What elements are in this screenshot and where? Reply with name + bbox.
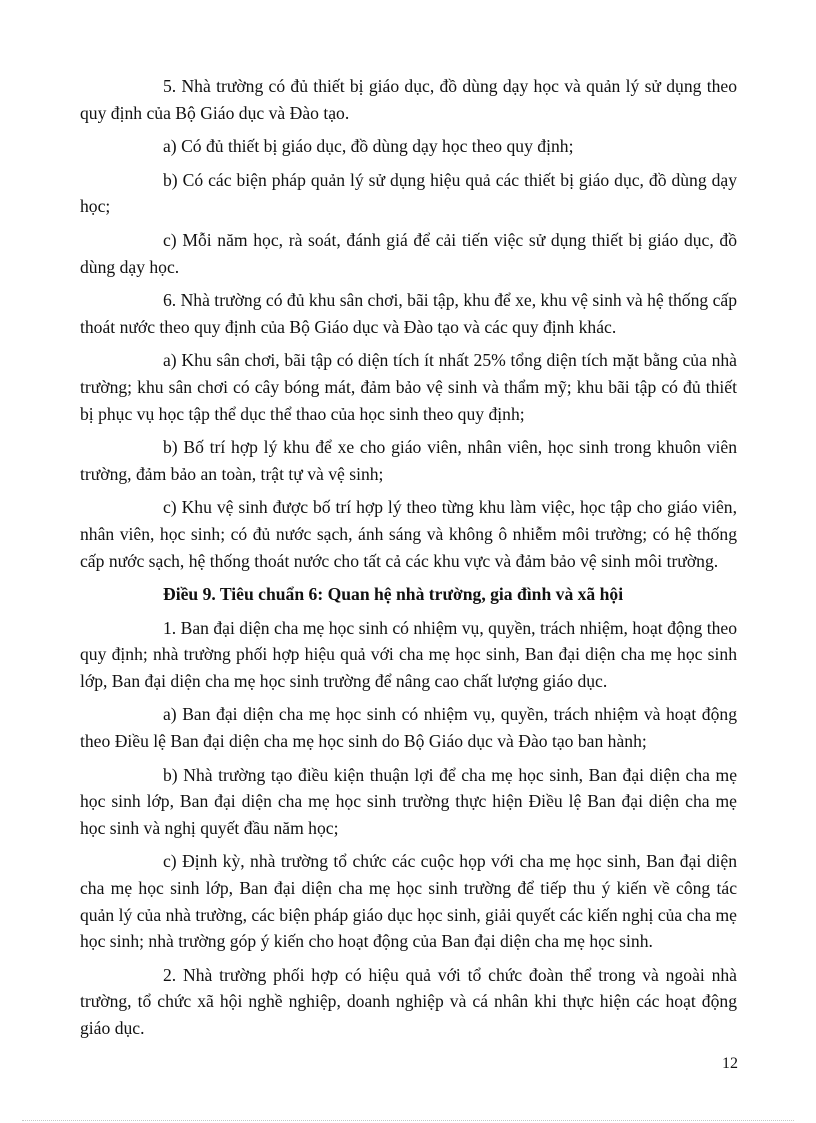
document-body: [80, 73, 737, 1049]
paragraph-item-6: 6. Nhà trường có đủ khu sân chơi, bãi tập, khu để xe, khu vệ sinh và hệ thống cấp thoát nước theo quy định của Bộ Giáo dục và Đào tạo và các quy định khác.: [80, 290, 737, 337]
paragraph-item-2: 2. Nhà trường phối hợp có hiệu quả với tổ chức đoàn thể trong và ngoài nhà trường, tổ chức xã hội nghề nghiệp, doanh nghiệp và cá nhân khi thực hiện các hoạt động giáo dục.: [80, 964, 737, 1038]
paragraph-item-1c: c) Định kỳ, nhà trường tổ chức các cuộc họp với cha mẹ học sinh, Ban đại diện cha mẹ học sinh lớp, Ban đại diện cha mẹ học sinh trường để tiếp thu ý kiến về công tác quản lý của nhà trường, các biện pháp giáo dục học sinh, giải quyết các kiến nghị của cha mẹ học sinh; nhà trường góp ý kiến cho hoạt động của Ban đại diện cha mẹ học sinh.: [80, 851, 737, 952]
article-heading: Điều 9. Tiêu chuẩn 6: Quan hệ nhà trường, gia đình và xã hội: [163, 584, 624, 605]
paragraph-item-6b: b) Bố trí hợp lý khu để xe cho giáo viên, nhân viên, học sinh trong khuôn viên trường, đảm bảo an toàn, trật tự và vệ sinh;: [80, 437, 737, 484]
paragraph-item-1: 1. Ban đại diện cha mẹ học sinh có nhiệm vụ, quyền, trách nhiệm, hoạt động theo quy định; nhà trường phối hợp hiệu quả với cha mẹ học sinh, Ban đại diện cha mẹ học sinh lớp, Ban đại diện cha mẹ học sinh trường để nâng cao chất lượng giáo dục.: [80, 617, 737, 691]
paragraph-item-5b: b) Có các biện pháp quản lý sử dụng hiệu quả các thiết bị giáo dục, đồ dùng dạy học;: [80, 169, 737, 217]
paragraph-item-5a: a) Có đủ thiết bị giáo dục, đồ dùng dạy học theo quy định;: [163, 136, 574, 157]
paragraph-item-1a: a) Ban đại diện cha mẹ học sinh có nhiệm vụ, quyền, trách nhiệm và hoạt động theo Điều lệ Ban đại diện cha mẹ học sinh do Bộ Giáo dục và Đào tạo ban hành;: [80, 704, 737, 752]
page-number: 12: [722, 1055, 738, 1072]
paragraph-item-5c: c) Mỗi năm học, rà soát, đánh giá để cải tiến việc sử dụng thiết bị giáo dục, đồ dùng dạy học.: [80, 229, 737, 277]
paragraph-item-6c: c) Khu vệ sinh được bố trí hợp lý theo từng khu làm việc, học tập cho giáo viên, nhân viên, học sinh; có đủ nước sạch, ánh sáng và không ô nhiễm môi trường; có hệ thống cấp nước sạch, hệ thống thoát nước cho tất cả các khu vực và đảm bảo vệ sinh môi trường.: [80, 497, 737, 571]
paragraph-item-6a: a) Khu sân chơi, bãi tập có diện tích ít nhất 25% tổng diện tích mặt bằng của nhà trường; khu sân chơi có cây bóng mát, đảm bảo vệ sinh và thẩm mỹ; khu bãi tập có đủ thiết bị phục vụ học tập thể dục thể thao của học sinh theo quy định;: [80, 350, 737, 424]
paragraph-item-1b: b) Nhà trường tạo điều kiện thuận lợi để cha mẹ học sinh, Ban đại diện cha mẹ học sinh lớp, Ban đại diện cha mẹ học sinh trường thực hiện Điều lệ Ban đại diện cha mẹ học sinh và nghị quyết đầu năm học;: [80, 764, 737, 838]
paragraph-item-5: 5. Nhà trường có đủ thiết bị giáo dục, đồ dùng dạy học và quản lý sử dụng theo quy định của Bộ Giáo dục và Đào tạo.: [80, 76, 737, 123]
page-bottom-divider: [22, 1120, 794, 1121]
